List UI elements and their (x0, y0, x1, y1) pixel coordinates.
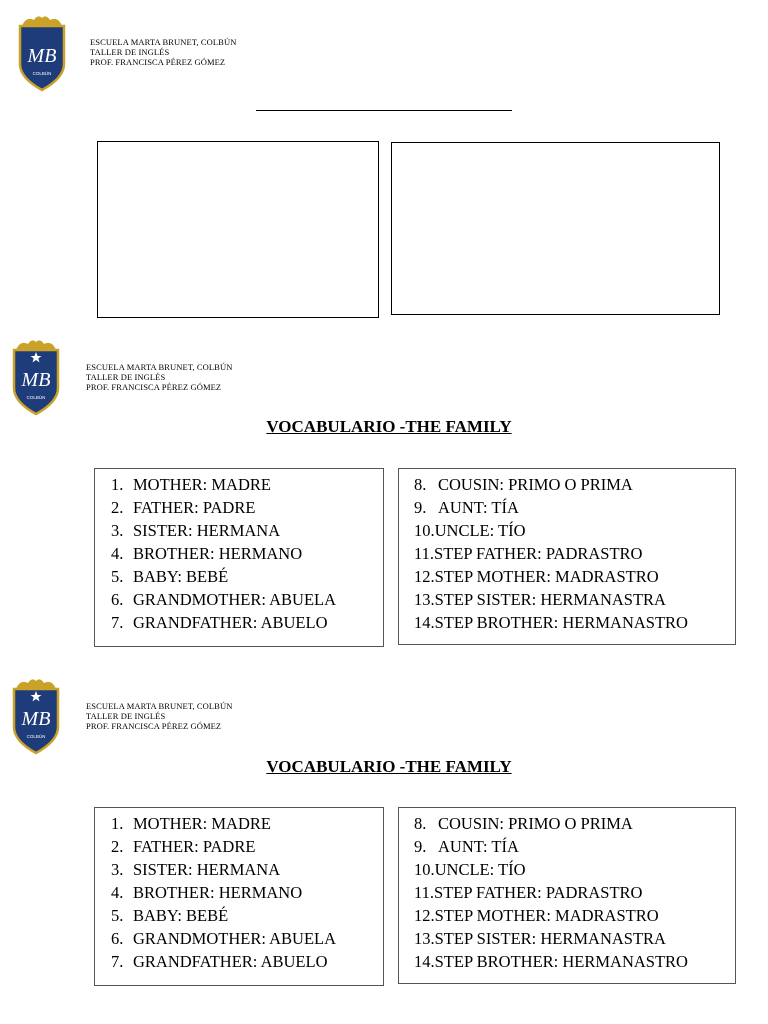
vocab-item-text: UNCLE: TÍO (434, 521, 526, 540)
vocab-item-number: 6. (111, 929, 124, 948)
vocab-item-text: AUNT: TÍA (438, 498, 519, 517)
vocab-box-right (398, 468, 736, 645)
vocab-item-text: STEP SISTER: HERMANASTRA (434, 929, 666, 948)
teacher-name: PROF. FRANCISCA PÉREZ GÓMEZ (86, 382, 222, 392)
svg-text:MB: MB (21, 369, 51, 391)
school-name: ESCUELA MARTA BRUNET, COLBÚN (86, 701, 233, 711)
vocab-item-number: 5. (111, 567, 124, 586)
school-logo-icon (12, 12, 72, 92)
vocab-item-text: COUSIN: PRIMO O PRIMA (438, 814, 633, 833)
vocab-item (399, 812, 735, 835)
vocab-item-text: SISTER: HERMANA (133, 521, 281, 540)
vocab-item (95, 588, 383, 611)
school-info (86, 362, 232, 392)
drawing-frame-right (391, 142, 720, 315)
vocab-item-number: 7. (111, 952, 124, 971)
vocab-item (399, 904, 735, 927)
school-name: ESCUELA MARTA BRUNET, COLBÚN (86, 362, 233, 372)
teacher-name: PROF. FRANCISCA PÉREZ GÓMEZ (90, 57, 226, 67)
vocab-item (399, 473, 735, 496)
vocab-item (95, 881, 383, 904)
vocab-item-text: STEP BROTHER: HERMANASTRO (434, 952, 688, 971)
school-logo-icon (6, 675, 66, 755)
vocab-item-text: GRANDMOTHER: ABUELA (133, 590, 337, 609)
svg-text:COLBÚN: COLBÚN (26, 734, 46, 739)
vocab-item (95, 565, 383, 588)
vocab-box-left (94, 807, 384, 986)
vocab-item-number: 11. (414, 883, 435, 902)
vocab-item (95, 473, 383, 496)
vocab-item-text: STEP SISTER: HERMANASTRA (434, 590, 666, 609)
vocab-item-number: 5. (111, 906, 124, 925)
school-info (86, 701, 232, 731)
vocab-item-number: 10. (414, 860, 435, 879)
vocab-item-number: 7. (111, 613, 124, 632)
vocab-item (399, 950, 735, 973)
vocab-item (95, 927, 383, 950)
school-logo-icon (6, 336, 66, 416)
vocab-item-number: 2. (111, 498, 124, 517)
vocab-item-number: 8. (414, 475, 427, 494)
workshop-name: TALLER DE INGLÉS (86, 372, 166, 382)
vocab-item-number: 8. (414, 814, 427, 833)
vocab-item-number: 9. (414, 837, 427, 856)
vocab-item (399, 588, 735, 611)
vocab-item-text: STEP FATHER: PADRASTRO (434, 544, 643, 563)
vocab-list-right (399, 473, 735, 634)
vocab-item (399, 565, 735, 588)
vocab-item-text: AUNT: TÍA (438, 837, 519, 856)
school-info (90, 37, 236, 67)
vocab-item-number: 4. (111, 883, 124, 902)
vocab-item-text: STEP MOTHER: MADRASTRO (434, 906, 659, 925)
vocab-item-number: 3. (111, 860, 124, 879)
vocab-item-text: FATHER: PADRE (133, 498, 256, 517)
vocab-item-number: 12. (414, 906, 435, 925)
vocab-item (95, 542, 383, 565)
vocab-item (399, 611, 735, 634)
vocab-item-number: 4. (111, 544, 124, 563)
vocab-item-number: 2. (111, 837, 124, 856)
svg-text:COLBÚN: COLBÚN (26, 395, 46, 400)
vocab-item-text: BABY: BEBÉ (133, 906, 229, 925)
vocab-item (95, 835, 383, 858)
workshop-name: TALLER DE INGLÉS (90, 47, 170, 57)
vocab-list-left (95, 812, 383, 973)
vocab-item-text: BABY: BEBÉ (133, 567, 229, 586)
vocab-item-text: BROTHER: HERMANO (133, 544, 303, 563)
vocab-item-text: STEP FATHER: PADRASTRO (434, 883, 643, 902)
vocab-item-number: 12. (414, 567, 435, 586)
vocab-item-number: 13. (414, 590, 435, 609)
vocab-item-number: 1. (111, 475, 124, 494)
vocab-item-number: 9. (414, 498, 427, 517)
vocab-item-text: GRANDFATHER: ABUELO (133, 952, 328, 971)
section-title: VOCABULARIO -THE FAMILY (266, 757, 512, 776)
vocab-item-number: 3. (111, 521, 124, 540)
vocab-item (95, 496, 383, 519)
vocab-item-text: GRANDMOTHER: ABUELA (133, 929, 337, 948)
svg-text:MB: MB (27, 45, 57, 67)
blank-title-line (256, 110, 512, 111)
vocab-item-number: 13. (414, 929, 435, 948)
vocab-item (399, 519, 735, 542)
vocab-item-number: 10. (414, 521, 435, 540)
vocab-item (399, 881, 735, 904)
vocab-item-text: SISTER: HERMANA (133, 860, 281, 879)
vocab-list-right (399, 812, 735, 973)
vocab-item-text: FATHER: PADRE (133, 837, 256, 856)
teacher-name: PROF. FRANCISCA PÉREZ GÓMEZ (86, 721, 222, 731)
vocab-item (399, 542, 735, 565)
vocab-item (95, 812, 383, 835)
school-name: ESCUELA MARTA BRUNET, COLBÚN (90, 37, 237, 47)
drawing-frame-left (97, 141, 379, 318)
vocab-item-number: 1. (111, 814, 124, 833)
vocab-item-text: STEP BROTHER: HERMANASTRO (434, 613, 688, 632)
vocab-item (399, 858, 735, 881)
vocab-item (95, 519, 383, 542)
vocab-list-left (95, 473, 383, 634)
vocab-item (95, 904, 383, 927)
vocab-box-right (398, 807, 736, 984)
vocab-item-number: 14. (414, 613, 435, 632)
vocab-item-number: 6. (111, 590, 124, 609)
vocab-item (95, 611, 383, 634)
vocab-item-text: GRANDFATHER: ABUELO (133, 613, 328, 632)
vocab-item-number: 11. (414, 544, 435, 563)
svg-text:MB: MB (21, 708, 51, 730)
vocab-item-number: 14. (414, 952, 435, 971)
vocab-item (399, 496, 735, 519)
vocab-item-text: MOTHER: MADRE (133, 475, 271, 494)
workshop-name: TALLER DE INGLÉS (86, 711, 166, 721)
vocab-box-left (94, 468, 384, 647)
vocab-item (95, 858, 383, 881)
vocab-item (399, 927, 735, 950)
section-title: VOCABULARIO -THE FAMILY (266, 417, 512, 436)
vocab-item (95, 950, 383, 973)
vocab-item-text: COUSIN: PRIMO O PRIMA (438, 475, 633, 494)
vocab-item (399, 835, 735, 858)
svg-text:COLBÚN: COLBÚN (32, 71, 52, 76)
vocab-item-text: BROTHER: HERMANO (133, 883, 303, 902)
vocab-item-text: MOTHER: MADRE (133, 814, 271, 833)
vocab-item-text: STEP MOTHER: MADRASTRO (434, 567, 659, 586)
vocab-item-text: UNCLE: TÍO (434, 860, 526, 879)
